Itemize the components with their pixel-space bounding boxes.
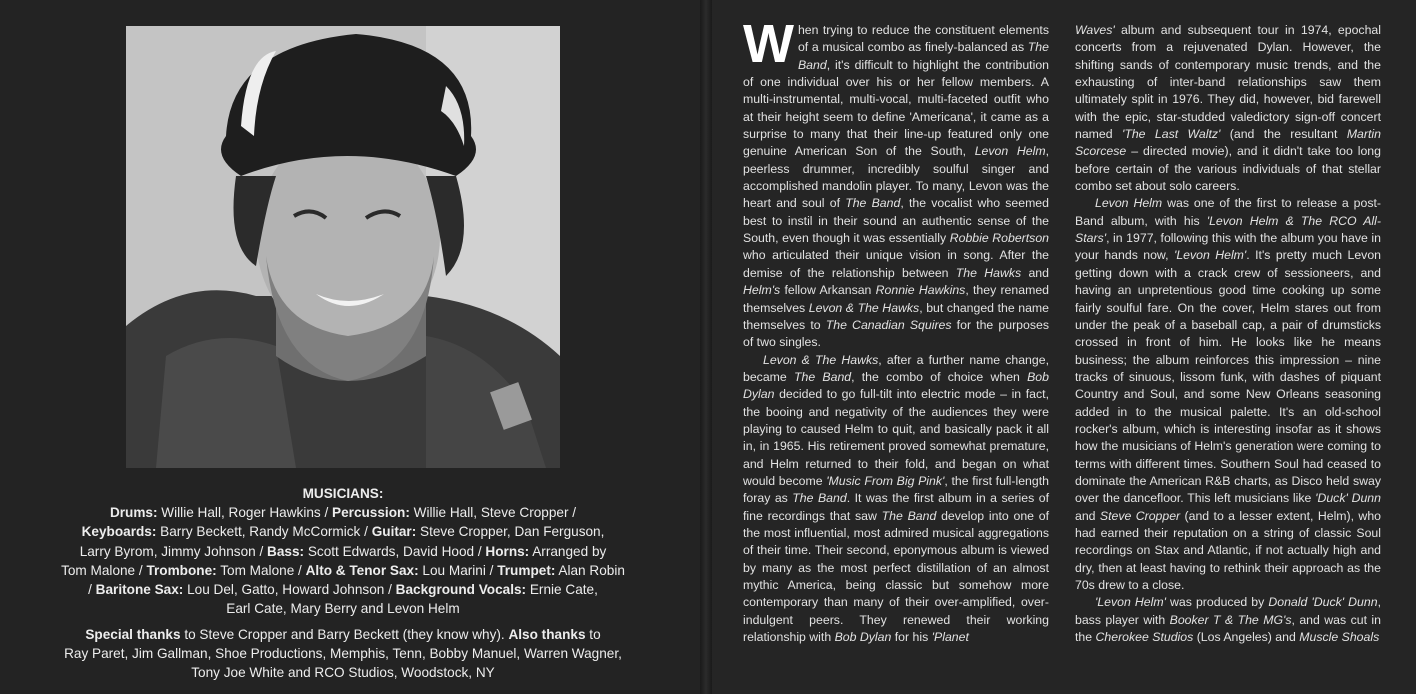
- text-run: Baritone Sax:: [95, 582, 184, 598]
- credit-line: [20, 599, 666, 618]
- text-run: Drums:: [109, 505, 158, 521]
- article-column-2: [1075, 22, 1381, 646]
- text-run: Waves': [1075, 23, 1115, 37]
- text-run: The Band: [845, 196, 901, 211]
- text-run: Tom Malone /: [61, 562, 147, 578]
- article-paragraph: [1075, 195, 1381, 594]
- text-run: (Los Angeles) and: [1193, 630, 1300, 645]
- text-run: fellow Arkansan: [780, 283, 876, 298]
- text-run: Steve Cropper, Dan Ferguson,: [416, 524, 605, 540]
- text-run: , but changed the name themselves to: [743, 300, 1049, 332]
- musicians-lines: [20, 503, 666, 618]
- text-run: Percussion:: [332, 505, 410, 521]
- text-run: , bass player with: [1075, 595, 1381, 627]
- thanks-line: [20, 644, 666, 663]
- text-run: 'Levon Helm': [1095, 595, 1166, 610]
- text-run: Willie Hall, Steve Cropper /: [409, 505, 577, 521]
- text-run: for his: [891, 630, 932, 645]
- text-run: The Canadian Squires: [825, 317, 952, 332]
- article-paragraph: [1075, 22, 1381, 195]
- column-2-body: [1075, 22, 1381, 646]
- text-run: album and subsequent tour in 1974, epochal concerts from a rejuvenated Dylan. However, the shifting sands of contemporary music trends, and the exhausting of inter-band relationships saw them ultimately split in 1976. They did, however, bid farewell with the epic, star-studded valedictory sign-off concert named: [1075, 23, 1381, 142]
- musicians-heading: MUSICIANS:: [302, 486, 384, 501]
- text-run: Keyboards:: [81, 524, 157, 540]
- text-run: and: [1021, 265, 1049, 280]
- credit-line: [20, 522, 666, 541]
- text-run: The Band: [881, 508, 937, 523]
- text-run: 'Duck' Dunn: [1315, 491, 1381, 506]
- text-run: (and to a lesser extent, Helm), who had earned their reputation on a string of classic Soul recordings on Stax and Atlantic, if not actually high and dry, then at least having to rethink their approach as the 70s drew to a close.: [1075, 508, 1381, 592]
- text-run: Steve Cropper: [1099, 508, 1181, 523]
- credit-line: [20, 503, 666, 522]
- text-run: Trombone:: [146, 562, 217, 578]
- text-run: , in 1977, following this with the album you have in your hands now,: [1075, 231, 1381, 263]
- text-run: 'Levon Helm': [1173, 248, 1247, 263]
- column-1-body: [743, 14, 1049, 646]
- text-run: for the purposes of two singles.: [743, 317, 1049, 350]
- text-run: Also thanks: [508, 627, 586, 642]
- text-run: Willie Hall, Roger Hawkins /: [157, 505, 333, 521]
- text-run: Lou Marini /: [418, 562, 498, 578]
- musicians-credits: [20, 484, 666, 618]
- portrait-photo: [126, 26, 560, 468]
- text-run: 'Levon Helm & The RCO All-Stars': [1075, 213, 1381, 246]
- text-run: Levon & The Hawks: [808, 300, 920, 315]
- text-run: decided to go full-tilt into electric mode – in fact, the booing and negativity of the audiences they were playing to caused Helm to quit, and basically pack it all in, in 1965. His retirement proved somewhat premature, and Helm returned to their fold, and began on what would become: [743, 387, 1049, 488]
- text-run: – directed movie), and it didn't take too long before certain of the various individuals of that stellar combo set about solo careers.: [1075, 144, 1381, 194]
- text-run: Ernie Cate,: [526, 582, 598, 598]
- text-run: Muscle Shoals: [1299, 630, 1380, 645]
- text-run: Booker T & The MG's: [1169, 612, 1292, 627]
- text-run: Bass:: [267, 543, 305, 559]
- text-run: Alto & Tenor Sax:: [305, 562, 419, 578]
- text-run: , the first full-length foray as: [743, 473, 1049, 506]
- text-run: develop into one of the most influential, most admired musical aggregations of their time. Their second, eponymous album is viewed by many as the most perfect distillation of an almost mythic America, being classic but somehow more contemporary than many of their over-amplified, over-indulgent peers. They renewed their working relationship with: [743, 508, 1049, 645]
- article-paragraph: [1075, 594, 1381, 646]
- text-run: , the combo of choice when: [851, 369, 1028, 384]
- text-run: and: [1075, 508, 1100, 523]
- text-run: to Steve Cropper and Barry Beckett (they know why).: [180, 627, 509, 642]
- text-run: The Hawks: [955, 265, 1022, 280]
- text-run: Ray Paret, Jim Gallman, Shoe Productions, Memphis, Tenn, Bobby Manuel, Warren Wagner,: [64, 646, 622, 662]
- article-column-1: [743, 14, 1049, 646]
- text-run: , they renamed themselves: [743, 283, 1049, 315]
- text-run: to: [585, 627, 601, 642]
- text-run: Robbie Robertson: [949, 231, 1049, 246]
- text-run: Larry Byrom, Jimmy Johnson /: [79, 543, 268, 559]
- text-run: /: [88, 582, 96, 598]
- text-run: Martin Scorcese: [1075, 127, 1381, 159]
- text-run: Horns:: [485, 543, 530, 559]
- text-run: , peerless drummer, incredibly soulful singer and accomplished mandolin player. To many, Levon was the heart and soul of: [743, 144, 1049, 211]
- text-run: hen trying to reduce the constituent elements of a musical combo as finely-balanced as: [797, 23, 1049, 55]
- text-run: Levon Helm: [974, 144, 1046, 159]
- text-run: Helm's: [743, 283, 781, 298]
- text-run: Lou Del, Gatto, Howard Johnson /: [183, 582, 396, 598]
- text-run: Donald 'Duck' Dunn: [1268, 595, 1378, 610]
- text-run: The Band: [792, 491, 847, 506]
- text-run: Arranged by: [529, 543, 607, 559]
- text-run: The Band: [793, 369, 852, 384]
- text-run: , it's difficult to highlight the contribution of one individual over his or her fellow members. A multi-instrumental, multi-vocal, multi-faceted outfit who at their height seem to define 'Americana', it came as a surprise to many that their line-up featured only one genuine American Son of the South,: [743, 57, 1049, 159]
- text-run: Levon Helm: [1095, 196, 1163, 211]
- text-run: , after a further name change, became: [743, 352, 1049, 384]
- text-run: , and was cut in the: [1075, 612, 1381, 645]
- text-run: Alan Robin: [555, 562, 625, 578]
- article-paragraph: [743, 352, 1049, 647]
- thanks-block: [20, 625, 666, 683]
- text-run: Tom Malone /: [216, 562, 306, 578]
- text-run: Special thanks: [85, 627, 181, 642]
- text-run: Barry Beckett, Randy McCormick /: [156, 524, 372, 540]
- page-gutter: [700, 0, 712, 694]
- text-run: The Band: [797, 40, 1049, 72]
- text-run: was produced by: [1165, 595, 1269, 610]
- text-run: 'Music From Big Pink': [826, 473, 945, 488]
- thanks-line: [20, 663, 666, 682]
- credit-line: [20, 561, 666, 580]
- text-run: Cherokee Studios: [1095, 630, 1194, 645]
- text-run: (and the resultant: [1220, 127, 1347, 142]
- thanks-lines: [20, 625, 666, 683]
- text-run: Earl Cate, Mary Berry and Levon Helm: [226, 601, 460, 617]
- text-run: Background Vocals:: [395, 582, 527, 598]
- credit-line: [20, 542, 666, 561]
- text-run: Tony Joe White and RCO Studios, Woodstock, NY: [191, 665, 495, 681]
- text-run: was one of the first to release a post-Band album, with his: [1075, 196, 1381, 228]
- text-run: Levon & The Hawks: [763, 352, 879, 367]
- text-run: 'Planet: [931, 630, 969, 645]
- text-run: Trumpet:: [497, 562, 556, 578]
- credit-line: [20, 580, 666, 599]
- text-run: Guitar:: [371, 524, 417, 540]
- text-run: Scott Edwards, David Hood /: [304, 543, 486, 559]
- text-run: Bob Dylan: [743, 369, 1049, 402]
- text-run: who articulated their unique vision in song. After the demise of the relationship between: [743, 248, 1049, 280]
- thanks-line: [20, 625, 666, 644]
- text-run: . It was the first album in a series of fine recordings that saw: [743, 491, 1049, 523]
- text-run: Bob Dylan: [834, 630, 892, 645]
- text-run: 'The Last Waltz': [1121, 127, 1221, 142]
- text-run: , the vocalist who seemed best to instil in their sound an authentic sense of the South, even though it was essentially: [743, 196, 1049, 246]
- portrait-illustration: [126, 26, 560, 468]
- text-run: . It's pretty much Levon getting down with a crack crew of sessioneers, and having an unpretentious good time cooking up some fairly soulful fare. On the cover, Helm stares out from under the peak of a baseball cap, a pair of drumsticks crossed in front of him. He looks like he means business; the album reinforces this impression – nine tracks of sinuous, lissom funk, with dashes of piquant Country and Soul, and some New Orleans seasoning added in to the musical palette. It's an old-school rocker's album, which is interesting insofar as it shows how the musicians of Helm's generation were coming to terms with different times. Southern Soul had ceased to dominate the American R&B charts, as Disco held sway over the dancefloor. This left musicians like: [1075, 248, 1381, 506]
- drop-cap: W: [743, 14, 794, 74]
- text-run: Ronnie Hawkins: [875, 283, 966, 298]
